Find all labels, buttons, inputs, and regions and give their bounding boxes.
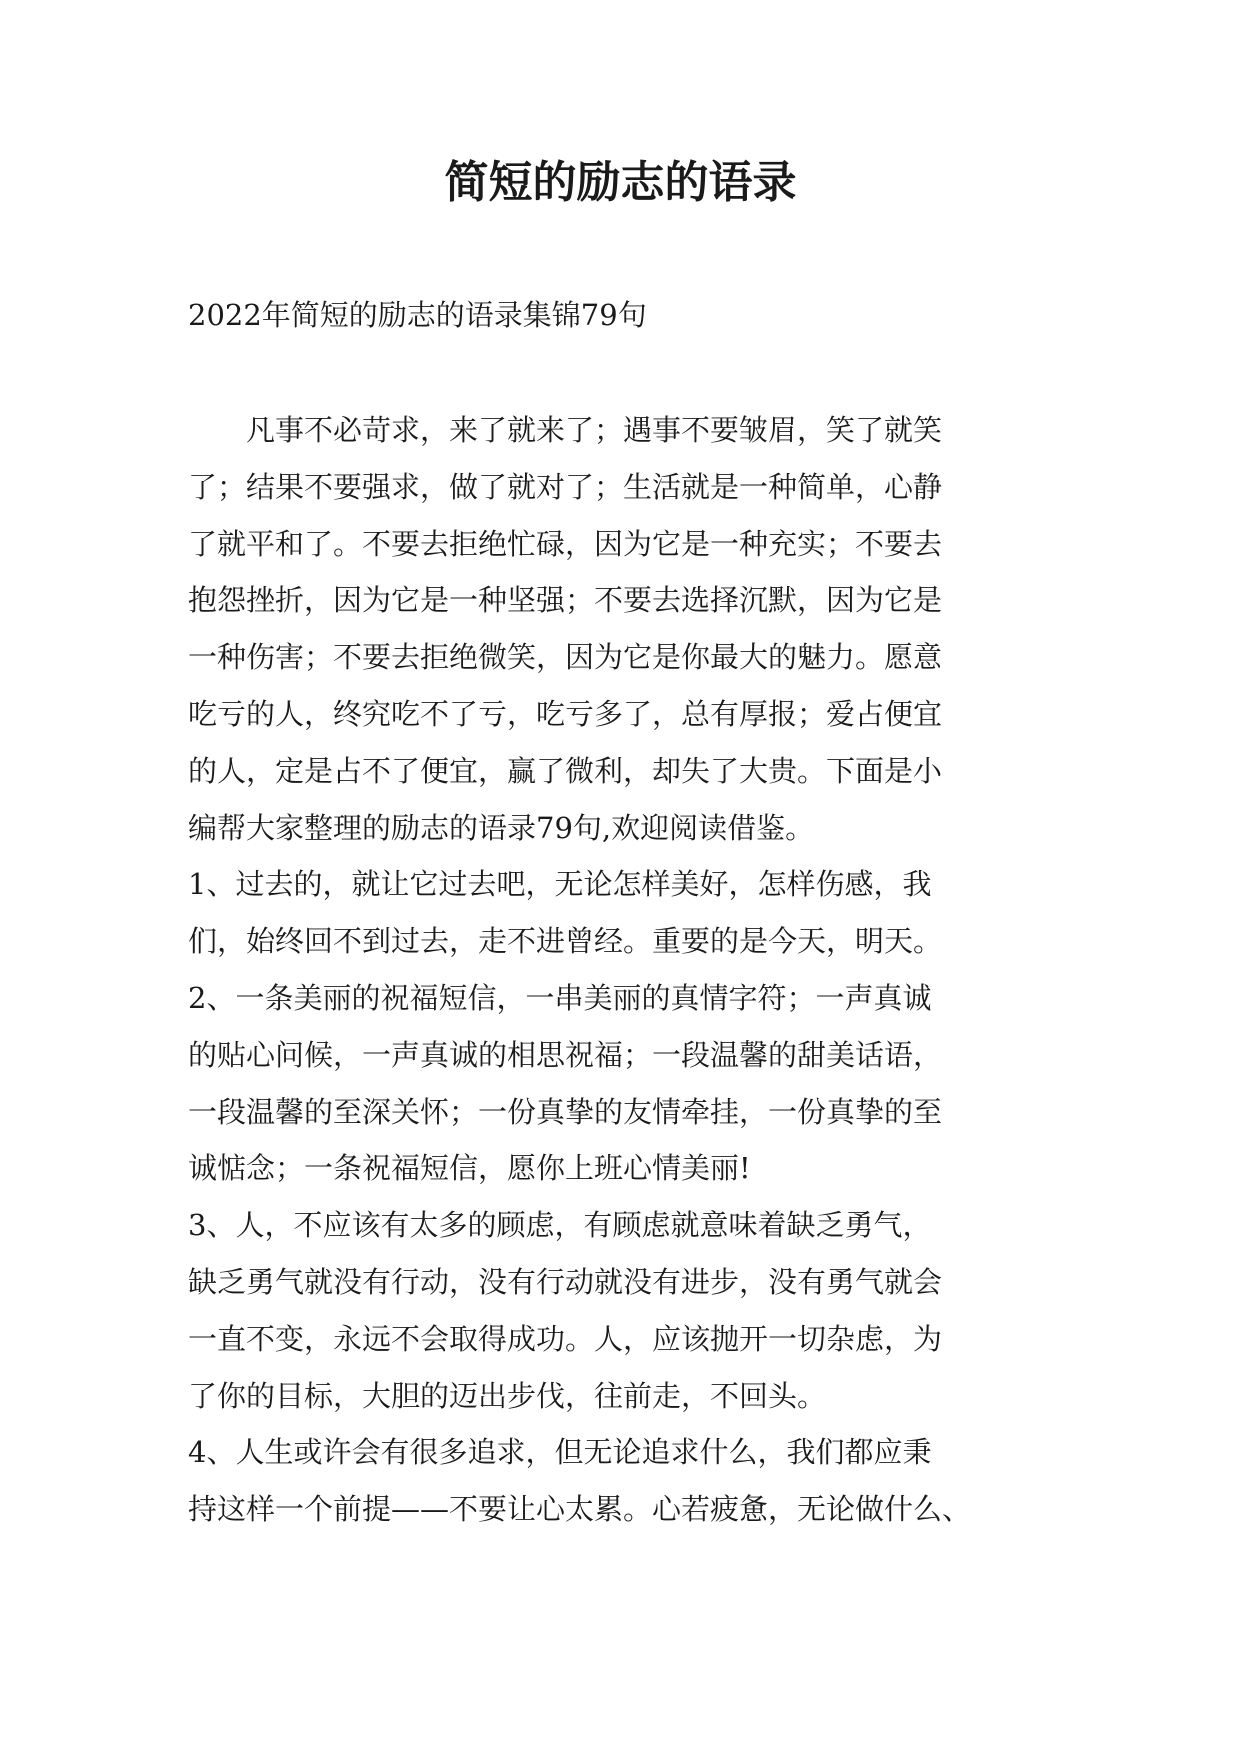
document-title: 简短的励志的语录 xyxy=(444,157,797,208)
body-line: 了就平和了。不要去拒绝忙碌，因为它是一种充实；不要去 xyxy=(188,526,943,561)
body-line: 一段温馨的至深关怀；一份真挚的友情牵挂，一份真挚的至 xyxy=(188,1094,943,1129)
body-line: 的贴心问候，一声真诚的相思祝福；一段温馨的甜美话语， xyxy=(188,1037,943,1072)
body-line: 编帮大家整理的励志的语录79句,欢迎阅读借鉴。 xyxy=(188,810,815,845)
body-line: 1、过去的，就让它过去吧，无论怎样美好，怎样伤感，我 xyxy=(188,867,932,902)
body-line: 3、人，不应该有太多的顾虑，有顾虑就意味着缺乏勇气， xyxy=(188,1208,932,1243)
body-line: 缺乏勇气就没有行动，没有行动就没有进步，没有勇气就会 xyxy=(188,1264,943,1299)
body-line: 了；结果不要强求，做了就对了；生活就是一种简单，心静 xyxy=(188,469,943,504)
body-line: 的人，定是占不了便宜，赢了微利，却失了大贵。下面是小 xyxy=(188,753,943,788)
body-line: 诚惦念；一条祝福短信，愿你上班心情美丽! xyxy=(188,1151,751,1186)
body-line: 2、一条美丽的祝福短信，一串美丽的真情字符；一声真诚 xyxy=(188,980,932,1015)
document-body xyxy=(188,402,1078,1538)
body-line: 凡事不必苛求，来了就来了；遇事不要皱眉，笑了就笑 xyxy=(188,413,943,447)
body-line: 4、人生或许会有很多追求，但无论追求什么，我们都应秉 xyxy=(188,1435,932,1470)
body-line: 了你的目标，大胆的迈出步伐，往前走，不回头。 xyxy=(188,1378,827,1413)
body-line: 一种伤害；不要去拒绝微笑，因为它是你最大的魅力。愿意 xyxy=(188,640,943,675)
body-line: 吃亏的人，终究吃不了亏，吃亏多了，总有厚报；爱占便宜 xyxy=(188,696,943,731)
body-line: 抱怨挫折，因为它是一种坚强；不要去选择沉默，因为它是 xyxy=(188,583,943,618)
body-line: 们，始终回不到过去，走不进曾经。重要的是今天，明天。 xyxy=(188,924,943,959)
document-subtitle: 2022年简短的励志的语录集锦79句 xyxy=(188,298,647,332)
body-line: 持这样一个前提——不要让心太累。心若疲惫，无论做什么、 xyxy=(188,1492,972,1527)
body-line: 一直不变，永远不会取得成功。人，应该抛开一切杂虑，为 xyxy=(188,1321,943,1356)
